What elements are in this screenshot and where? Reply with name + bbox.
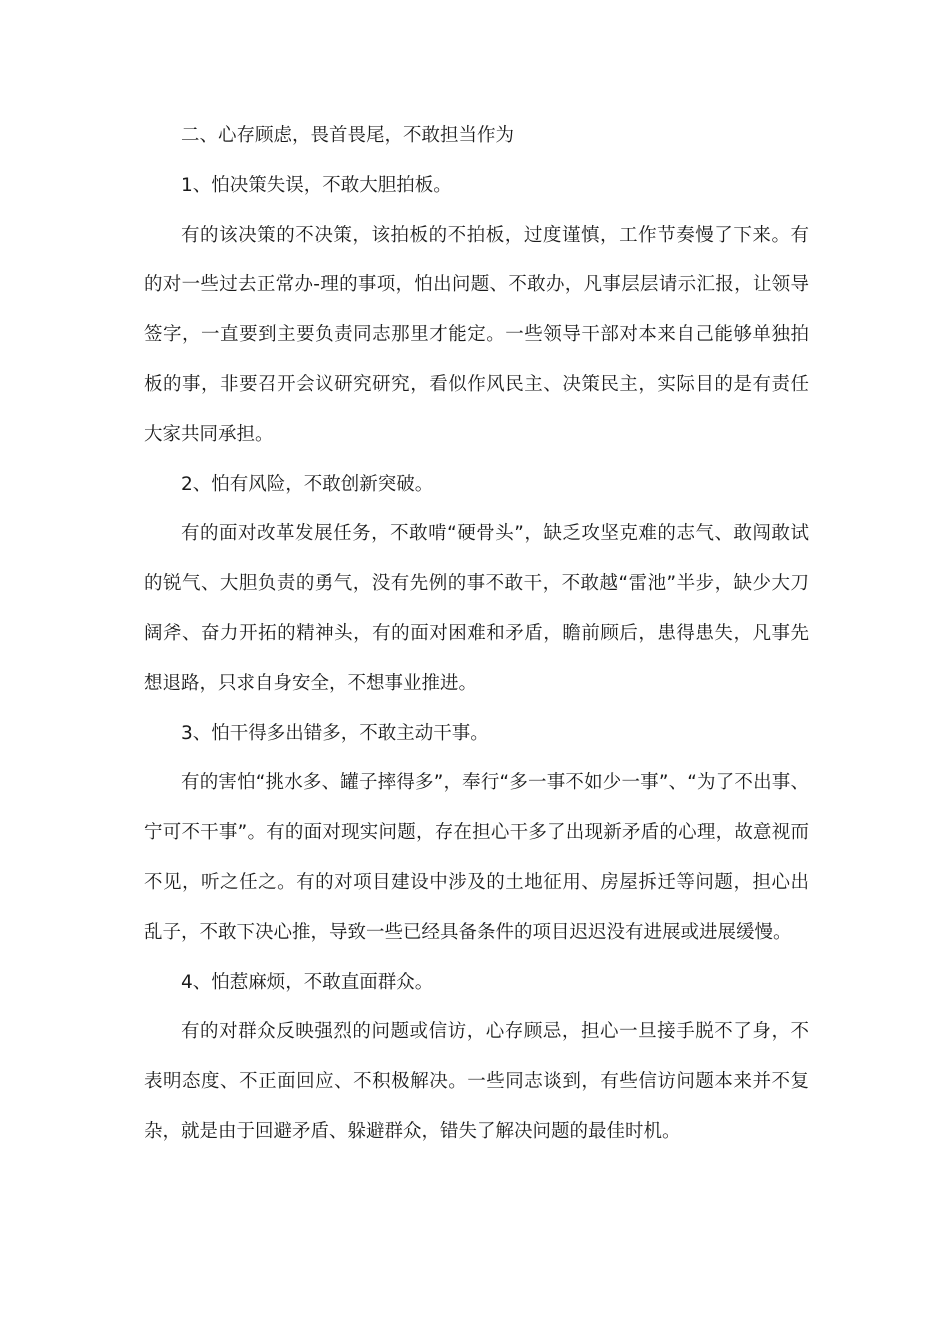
paragraph-2: 有的面对改革发展任务，不敢啃“硬骨头”，缺乏攻坚克难的志气、敢闯敢试的锐气、大胆负责的勇气，没有先例的事不敢干，不敢越“雷池”半步，缺少大刀阔斧、奋力开拓的精神头，有的面对困难和矛盾，瞻前顾后，患得患失，凡事先想退路，只求自身安全，不想事业推进。 xyxy=(144,523,809,694)
paragraph-3: 有的害怕“挑水多、罐子摔得多”，奉行“多一事不如少一事”、“为了不出事、宁可不干事”。有的面对现实问题，存在担心干多了出现新矛盾的心理，故意视而不见，听之任之。有的对项目建设中涉及的土地征用、房屋拆迁等问题，担心出乱子，不敢下决心推，导致一些已经具备条件的项目迟迟没有进展或进展缓慢。 xyxy=(144,772,809,943)
paragraph-1: 有的该决策的不决策，该拍板的不拍板，过度谨慎，工作节奏慢了下来。有的对一些过去正常办-理的事项，怕出问题、不敢办，凡事层层请示汇报，让领导签字，一直要到主要负责同志那里才能定。一些领导干部对本来自己能够单独拍板的事，非要召开会议研究研究，看似作风民主、决策民主，实际目的是有责任大家共同承担。 xyxy=(144,224,809,445)
section-heading: 二、心存顾虑，畏首畏尾，不敢担当作为 xyxy=(181,125,515,146)
document-body xyxy=(144,111,809,1157)
subheading-4: 4、怕惹麻烦，不敢直面群众。 xyxy=(181,971,434,993)
subheading-1: 1、怕决策失误，不敢大胆拍板。 xyxy=(181,174,452,196)
subheading-3: 3、怕干得多出错多，不敢主动干事。 xyxy=(181,722,489,744)
paragraph-4: 有的对群众反映强烈的问题或信访，心存顾忌，担心一旦接手脱不了身，不表明态度、不正面回应、不积极解决。一些同志谈到，有些信访问题本来并不复杂，就是由于回避矛盾、躲避群众，错失了解决问题的最佳时机。 xyxy=(144,1021,809,1142)
subheading-2: 2、怕有风险，不敢创新突破。 xyxy=(181,473,434,495)
